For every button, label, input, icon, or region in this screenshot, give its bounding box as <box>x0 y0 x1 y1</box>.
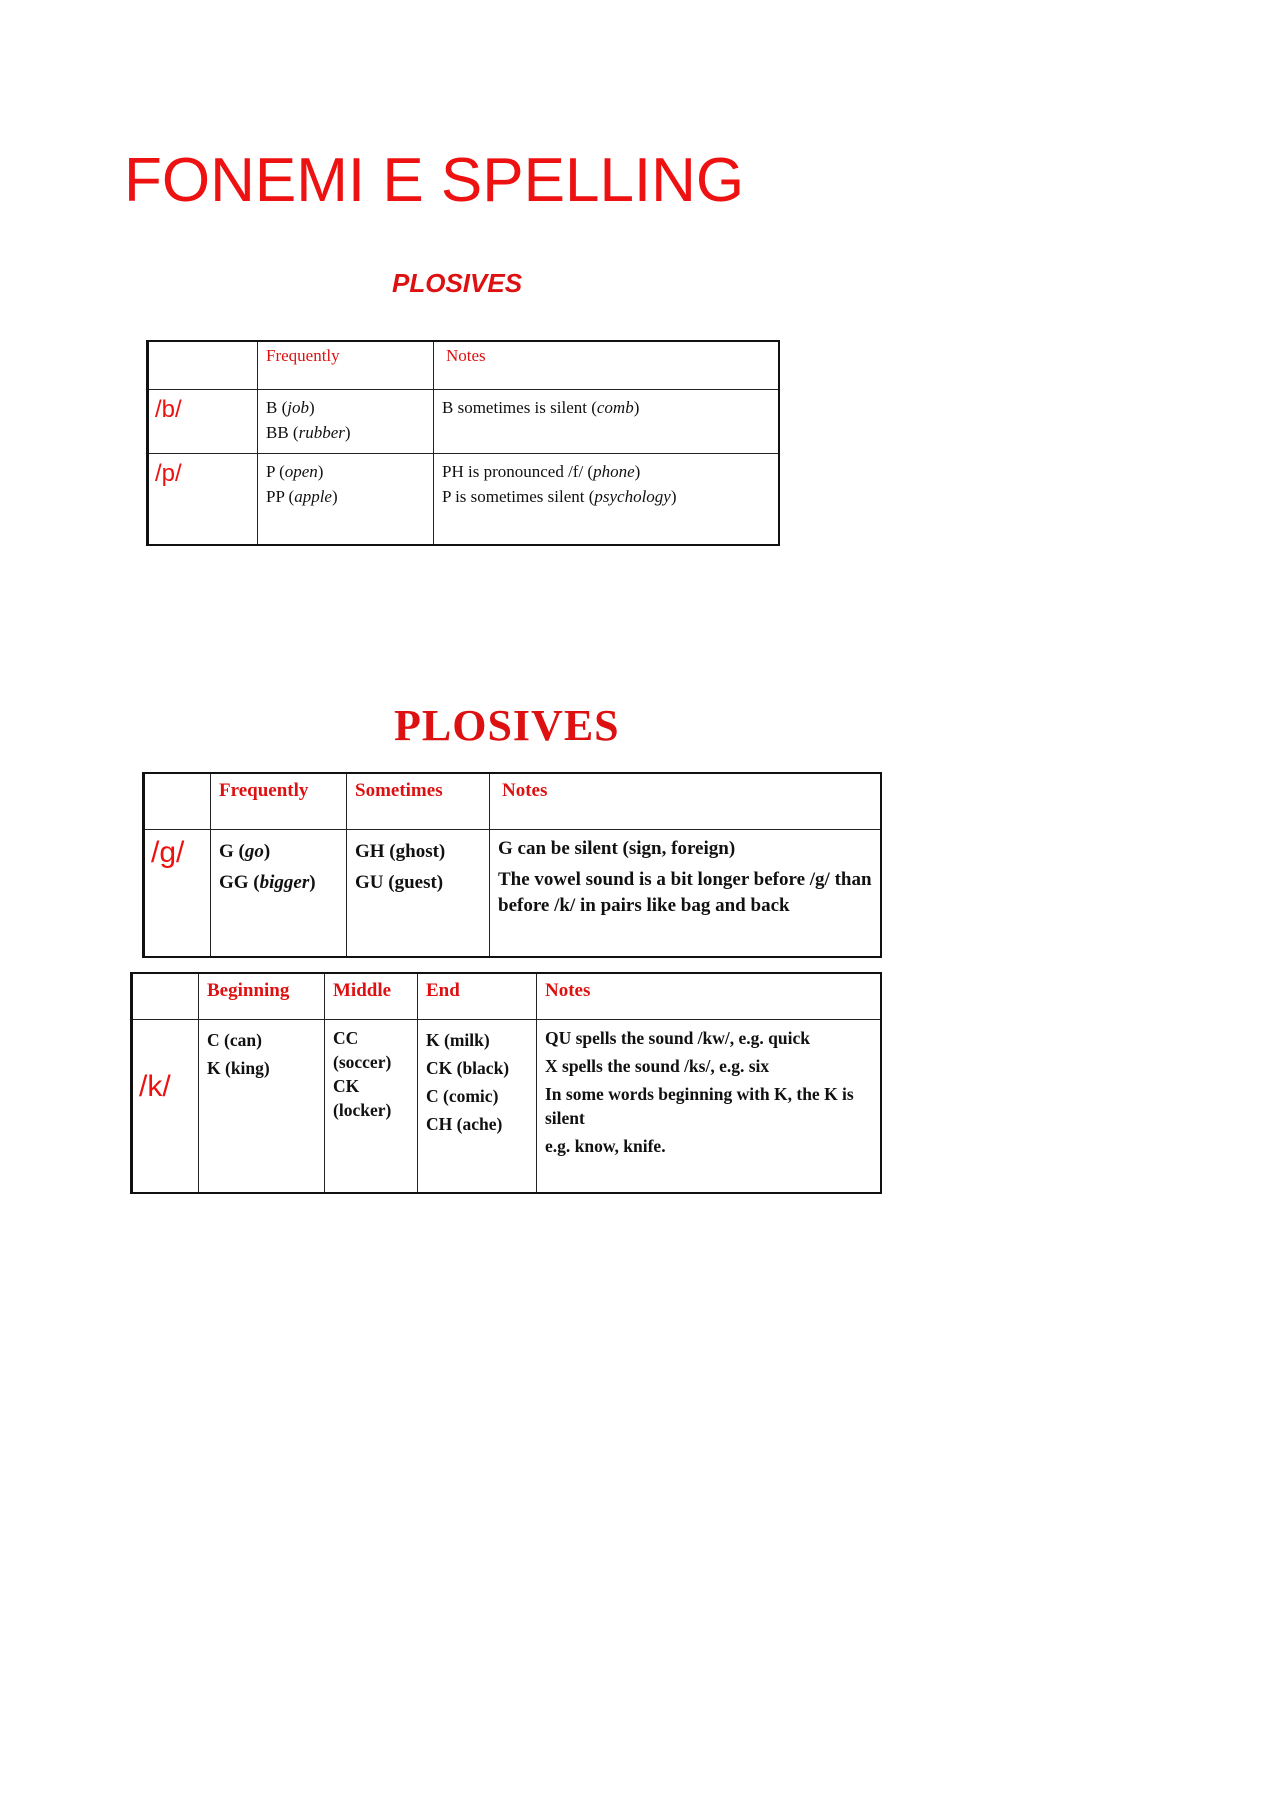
beginning-k: C (can) K (king) <box>199 1019 325 1193</box>
table-row <box>132 1019 882 1193</box>
header-beginning: Beginning <box>199 973 325 1019</box>
table-row <box>148 389 780 453</box>
plosives-table-k <box>130 972 882 1194</box>
section1-heading: PLOSIVES <box>392 268 523 298</box>
page-title: FONEMI E SPELLING <box>124 146 745 215</box>
header-empty <box>144 773 211 829</box>
header-frequently: Frequently <box>211 773 347 829</box>
header-end: End <box>418 973 537 1019</box>
notes-b: B sometimes is silent (comb) <box>434 389 780 453</box>
header-empty <box>132 973 199 1019</box>
notes-k: QU spells the sound /kw/, e.g. quick X spells the sound /ks/, e.g. six In some words beginning with K, the K is silent e.g. know, knife. <box>537 1019 882 1193</box>
phoneme-p: /p/ <box>148 453 258 545</box>
table-header-row <box>132 973 882 1019</box>
phoneme-k-cell <box>132 1019 199 1193</box>
sometimes-g: GH (ghost) GU (guest) <box>347 829 490 957</box>
phoneme-g-cell <box>144 829 211 957</box>
header-empty <box>148 341 258 389</box>
middle-k: CC (soccer) CK (locker) <box>325 1019 418 1193</box>
table-header-row <box>144 773 882 829</box>
section2-heading: PLOSIVES <box>394 701 620 750</box>
plosives-table-g <box>142 772 882 958</box>
phoneme-b: /b/ <box>148 389 258 453</box>
freq-p: P (open) PP (apple) <box>258 453 434 545</box>
notes-p: PH is pronounced /f/ (phone) P is sometimes silent (psychology) <box>434 453 780 545</box>
notes-g: G can be silent (sign, foreign) The vowel sound is a bit longer before /g/ than before /k/ in pairs like bag and back <box>490 829 882 957</box>
table-row <box>144 829 882 957</box>
header-sometimes: Sometimes <box>347 773 490 829</box>
header-frequently: Frequently <box>258 341 434 389</box>
header-notes: Notes <box>537 973 882 1019</box>
plosives-table-b-p <box>146 340 780 546</box>
header-notes: Notes <box>490 773 882 829</box>
freq-g: G (go) GG (bigger) <box>211 829 347 957</box>
end-k: K (milk) CK (black) C (comic) CH (ache) <box>418 1019 537 1193</box>
header-notes: Notes <box>434 341 780 389</box>
table-row <box>148 453 780 545</box>
freq-b: B (job) BB (rubber) <box>258 389 434 453</box>
phoneme-k: /k/ <box>139 1069 171 1103</box>
table-header-row <box>148 341 780 389</box>
phoneme-g: /g/ <box>151 835 185 869</box>
header-middle: Middle <box>325 973 418 1019</box>
